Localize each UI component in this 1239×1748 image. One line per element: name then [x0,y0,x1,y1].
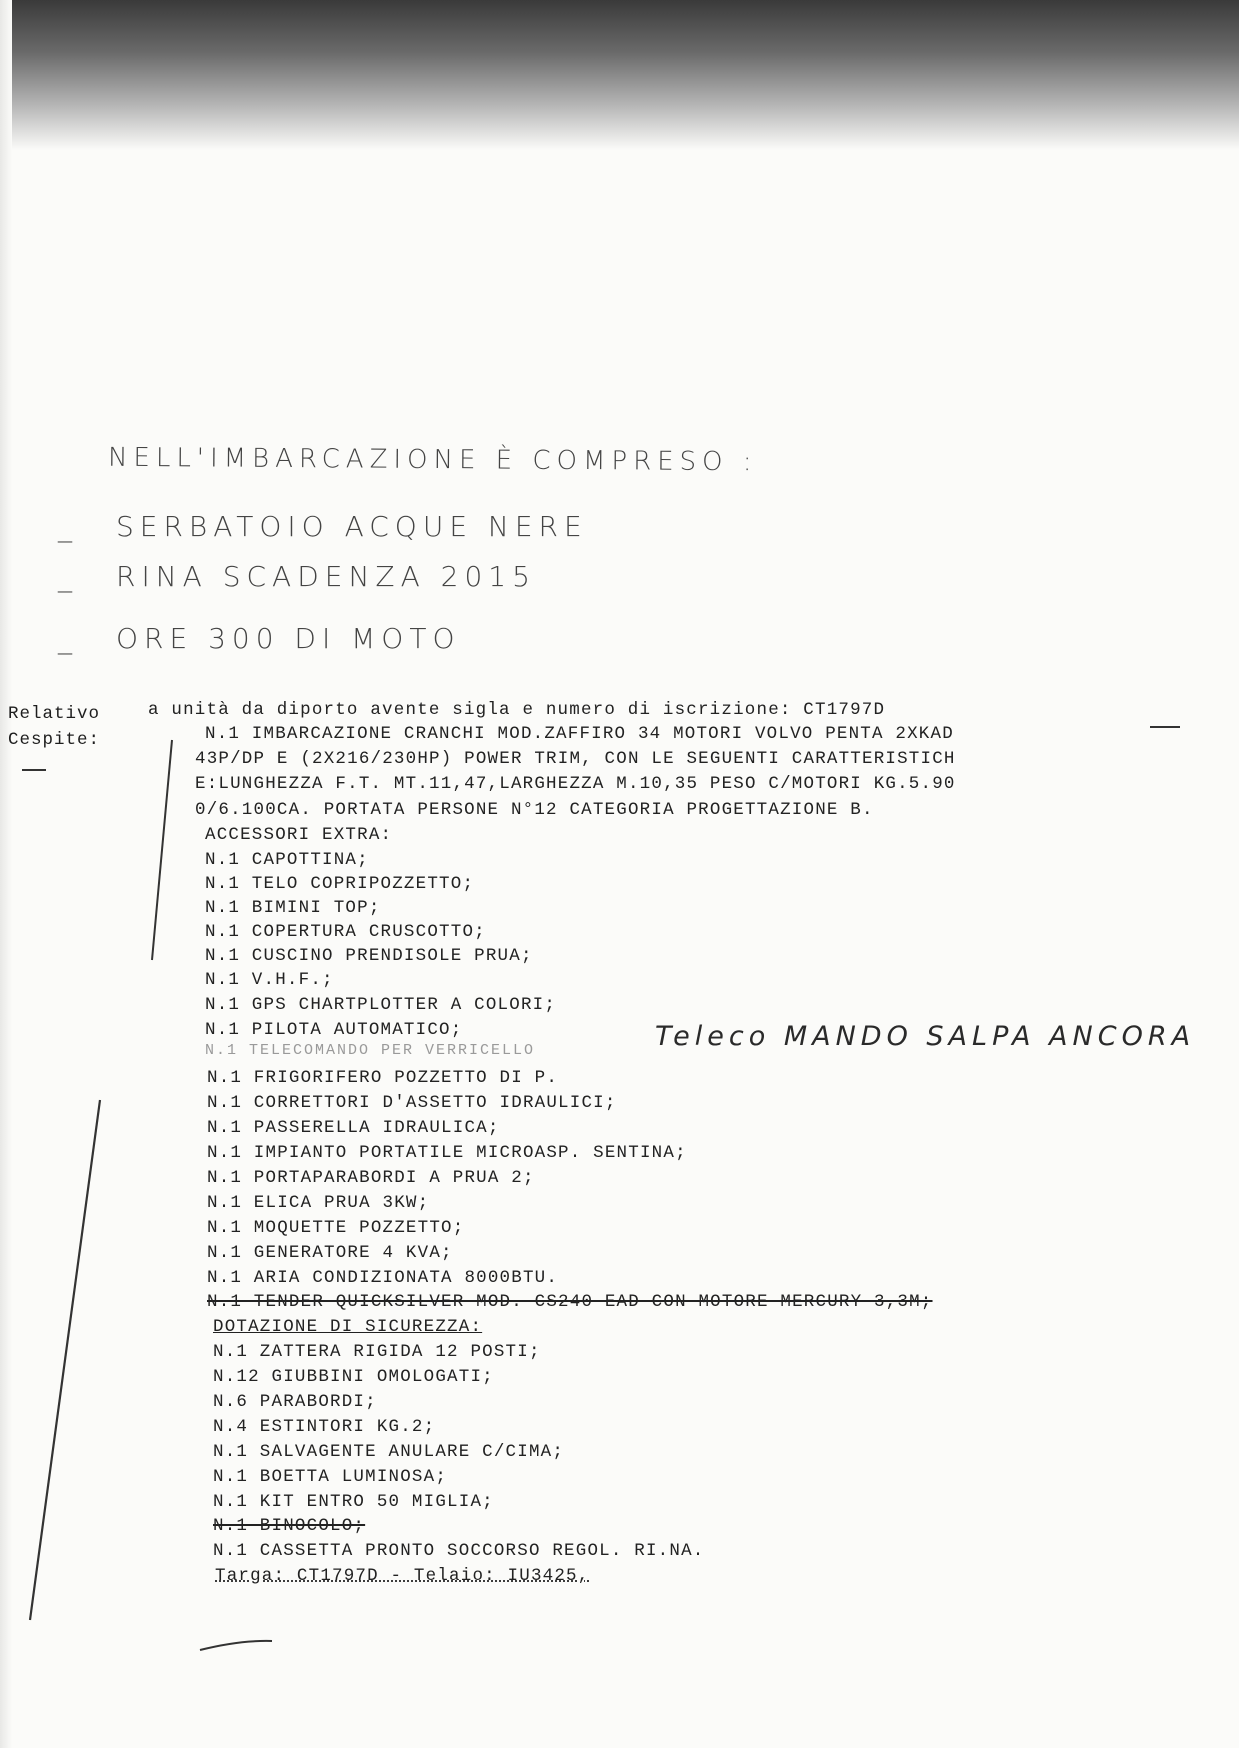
accessori-heading: ACCESSORI EXTRA: [205,825,393,845]
accessori-item: N.1 FRIGORIFERO POZZETTO DI P. [207,1068,559,1088]
accessori-item: N.1 PORTAPARABORDI A PRUA 2; [207,1168,535,1188]
handwritten-item: _ ORE 300 DI MOTO [58,622,461,655]
description-line: N.1 IMBARCAZIONE CRANCHI MOD.ZAFFIRO 34 MOTORI VOLVO PENTA 2XKAD [205,724,954,744]
accessori-item: N.1 TELO COPRIPOZZETTO; [205,874,475,894]
cassetta-line: N.1 CASSETTA PRONTO SOCCORSO REGOL. RI.NA. [213,1541,705,1561]
cespite-label: Cespite: [8,730,101,750]
accessori-item: N.1 CORRETTORI D'ASSETTO IDRAULICI; [207,1093,617,1113]
margin-arrow-stroke [200,1641,272,1650]
dotazione-item: N.1 ZATTERA RIGIDA 12 POSTI; [213,1342,541,1362]
targa-telaio-line: Targa: CT1797D - Telaio: IU3425, [215,1566,590,1586]
accessori-item: N.1 GPS CHARTPLOTTER A COLORI; [205,995,557,1015]
dotazione-item: N.6 PARABORDI; [213,1392,377,1412]
accessori-item: N.1 ELICA PRUA 3KW; [207,1193,430,1213]
handwritten-item: _ RINA SCADENZA 2015 [58,560,536,593]
description-line: 43P/DP E (2X216/230HP) POWER TRIM, CON LE SEGUENTI CARATTERISTICH [195,749,956,769]
dotazione-item: N.4 ESTINTORI KG.2; [213,1417,436,1437]
margin-strokes [0,600,1239,1748]
relativo-label: Relativo [8,704,101,724]
accessori-item: N.1 CAPOTTINA; [205,850,369,870]
accessori-item: N.1 V.H.F.; [205,970,334,990]
handwritten-item: _ SERBATOIO ACQUE NERE [58,510,588,543]
margin-slash-stroke [30,1100,100,1620]
dotazione-item: N.12 GIUBBINI OMOLOGATI; [213,1367,494,1387]
description-line: E:LUNGHEZZA F.T. MT.11,47,LARGHEZZA M.10,35 PESO C/MOTORI KG.5.90 [195,774,956,794]
struck-tender-line: N.1 TENDER QUICKSILVER MOD. CS240 EAD CON MOTORE MERCURY 3,3M; [207,1292,933,1312]
accessori-item: N.1 CUSCINO PRENDISOLE PRUA; [205,946,533,966]
struck-binocolo-line: N.1 BINOCOLO; [213,1516,366,1536]
accessori-item: N.1 BIMINI TOP; [205,898,381,918]
accessori-item: N.1 PASSERELLA IDRAULICA; [207,1118,500,1138]
dotazione-item: N.1 KIT ENTRO 50 MIGLIA; [213,1492,494,1512]
accessori-item: N.1 GENERATORE 4 KVA; [207,1243,453,1263]
accessori-item: N.1 COPERTURA CRUSCOTTO; [205,922,486,942]
dotazione-heading: DOTAZIONE DI SICUREZZA: [213,1317,483,1337]
faint-telecomando-line: N.1 TELECOMANDO PER VERRICELLO [205,1042,536,1059]
accessori-item: N.1 ARIA CONDIZIONATA 8000BTU. [207,1268,559,1288]
dotazione-item: N.1 SALVAGENTE ANULARE C/CIMA; [213,1442,565,1462]
scan-shadow-top [0,0,1239,150]
accessori-item: N.1 PILOTA AUTOMATICO; [205,1020,463,1040]
dotazione-item: N.1 BOETTA LUMINOSA; [213,1467,448,1487]
accessori-item: N.1 IMPIANTO PORTATILE MICROASP. SENTINA; [207,1143,687,1163]
margin-bracket-stroke [152,740,172,960]
handwritten-heading: NELL'IMBARCAZIONE È COMPRESO : [107,442,758,478]
accessori-item: N.1 MOQUETTE POZZETTO; [207,1218,465,1238]
relativo-text: a unità da diporto avente sigla e numero di iscrizione: CT1797D [148,700,886,720]
handwritten-telecomando: Teleco MANDO SALPA ANCORA [655,1021,1196,1052]
description-line: 0/6.100CA. PORTATA PERSONE N°12 CATEGORIA PROGETTAZIONE B. [195,800,874,820]
